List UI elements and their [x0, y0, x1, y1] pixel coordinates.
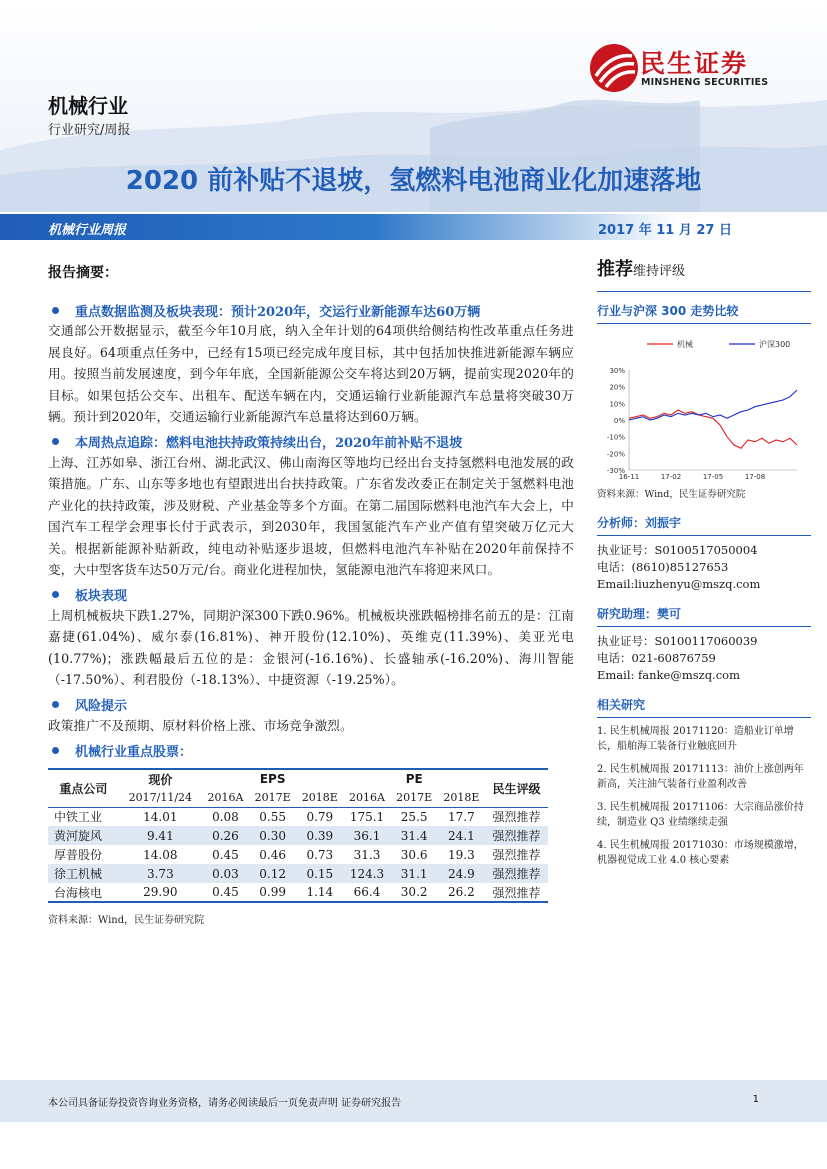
pe-cell: 24.9: [438, 864, 485, 883]
related-item[interactable]: 4. 民生机械周报 20171030：市场规模激增，机器视觉成工业 4.0 核心要素: [597, 840, 804, 866]
eps-cell: 0.26: [202, 826, 249, 845]
analyst-line: 执业证号：S0100517050004: [597, 543, 758, 557]
section-heading: [48, 300, 574, 320]
pe-cell: 25.5: [400, 809, 428, 824]
assistant-contact: [597, 633, 811, 684]
company-name: 台海核电: [48, 883, 119, 902]
analyst-line: 电话：(8610)85127653: [597, 560, 729, 574]
report-series-label: 机械行业周报: [48, 223, 127, 238]
rating-cell: 强烈推荐: [485, 883, 548, 902]
legend-label: 机械: [677, 340, 693, 349]
bullet-icon: [52, 307, 59, 314]
rating-block: [597, 255, 811, 281]
logo-english-text: MINSHENG SECURITIES: [641, 77, 769, 88]
bullet-icon: [52, 747, 59, 754]
y-tick-label: 30%: [609, 367, 625, 375]
assistant-line: 执业证号：S0100117060039: [597, 634, 758, 648]
table-row: [48, 826, 548, 845]
pe-cell: 31.4: [391, 826, 438, 845]
y-tick-label: 20%: [609, 383, 625, 392]
price-cell: 9.41: [119, 826, 202, 845]
analyst-line: Email:liuzhenyu@mszq.com: [597, 577, 761, 591]
pe-cell: 30.2: [391, 883, 438, 902]
col-rating: 民生评级: [485, 769, 548, 807]
col-company: 重点公司: [48, 769, 119, 807]
section-heading: [48, 432, 574, 452]
chart-heading: 行业与沪深 300 走势比较: [597, 302, 811, 324]
section-paragraph: 上周机械板块下跌1.27%，同期沪深300下跌0.96%。机械板块涨跌幅榜排名前五的是：江南嘉捷(61.04%)、威尔泰(16.81%)、神开股份(12.10%)、英维克(11.39%)、美亚光电(10.77%)；涨跌幅最后五位的是：金银河(-16.16%)、长盛轴承(-16.20%)、海川智能（-17.50%）、利君股份（-18.13%）、中捷资源（-19.25%）。: [48, 607, 574, 687]
eps-year: 2018E: [296, 788, 343, 807]
section-heading: [48, 740, 574, 760]
section-heading-text: 风险提示: [75, 699, 128, 714]
pe-year: 2018E: [438, 788, 485, 807]
y-tick-label: 0%: [613, 417, 625, 425]
col-pe: PE: [343, 769, 485, 788]
rating-cell: 强烈推荐: [485, 826, 548, 845]
eps-cell: 0.39: [296, 826, 343, 845]
eps-cell: 0.45: [212, 847, 239, 862]
divider: [597, 291, 811, 292]
table-row: [48, 845, 548, 864]
eps-cell: 0.03: [202, 864, 249, 883]
price-cell: 14.08: [143, 847, 178, 862]
company-name: 徐工机械: [48, 864, 119, 883]
eps-year: 2016A: [202, 788, 249, 807]
industry-label: 机械行业: [48, 94, 128, 118]
rating-note: 维持评级: [633, 264, 686, 279]
section-heading: [48, 695, 574, 715]
legend-label: 沪深300: [759, 340, 791, 349]
company-name: 厚普股份: [54, 848, 103, 862]
price-cell: 29.90: [119, 883, 202, 902]
table-header-row: [48, 769, 548, 788]
report-title: 2020 前补贴不退坡，氢燃料电池商业化加速落地: [125, 166, 702, 196]
summary-column: [48, 262, 574, 926]
related-item[interactable]: 1. 民生机械周报 20171120：造船业订单增长，船舶海工装备行业触底回升: [597, 726, 794, 752]
col-price: 现价: [119, 769, 202, 788]
footer-disclaimer: 本公司具备证券投资咨询业务资格，请务必阅读最后一页免责声明 证券研究报告: [48, 1098, 402, 1109]
rating-value: 推荐: [597, 259, 633, 280]
pe-year: 2016A: [343, 788, 390, 807]
pe-cell: 31.1: [391, 864, 438, 883]
pe-cell: 66.4: [343, 883, 390, 902]
trend-chart: [597, 330, 811, 480]
assistant-line: 电话：021-60876759: [597, 651, 716, 665]
pe-cell: 36.1: [343, 826, 390, 845]
eps-cell: 0.99: [249, 883, 296, 902]
stock-table: [48, 768, 548, 903]
eps-cell: 0.15: [296, 864, 343, 883]
table-row: [48, 883, 548, 902]
table-row: [48, 807, 548, 826]
report-date: 2017 年 11 月 27 日: [598, 223, 732, 238]
y-tick-label: 10%: [609, 400, 625, 409]
related-item[interactable]: 2. 民生机械周报 20171113：油价上涨创两年新高，关注油气装备行业盈利改善: [597, 764, 804, 790]
table-row: [48, 864, 548, 883]
pe-cell: 17.7: [448, 809, 475, 824]
eps-cell: 0.46: [259, 847, 286, 862]
eps-cell: 0.55: [259, 809, 286, 824]
section-paragraph: 上海、江苏如皋、浙江台州、湖北武汉、佛山南海区等地均已经出台支持氢燃料电池发展的政策措施。广东、山东等多地也有望跟进出台扶持政策。广东省发改委正在制定关于氢燃料电池产业化的扶持政策，涉及财税、产业基金等多个方面。在第二届国际燃料电池汽车大会上，中国汽车工程学会理事长付于武表示，到2030年，我国氢能汽车产业产值有望突破万亿元大关。根据新能源补贴新政，纯电动补贴逐步退坡，但燃料电池汽车补贴在2020年前保持不变，大中型客货车达50万元/台。商业化进程加快，氢能源电池汽车将迎来风口。: [48, 454, 574, 577]
col-eps: EPS: [202, 769, 344, 788]
eps-cell: 0.73: [306, 847, 334, 862]
eps-cell: 0.45: [202, 883, 249, 902]
assistant-heading: 研究助理：樊可: [597, 605, 811, 627]
analyst-heading: 分析师：刘振宇: [597, 514, 811, 536]
pe-cell: 24.1: [438, 826, 485, 845]
report-type: 行业研究/周报: [48, 123, 131, 138]
series-line: [629, 390, 797, 420]
eps-cell: 1.14: [296, 883, 343, 902]
section-heading-text: 重点数据监测及板块表现：预计2020年，交运行业新能源车达60万辆: [75, 304, 481, 320]
x-tick-label: 17-08: [744, 473, 766, 480]
rating-cell: 强烈推荐: [492, 810, 541, 825]
logo-chinese-text: 民生证券: [640, 49, 749, 78]
sidebar-column: [597, 255, 811, 876]
table-subheader-row: [48, 788, 548, 807]
table-heading-text: 机械行业重点股票：: [75, 744, 193, 760]
rating-cell: 强烈推荐: [492, 848, 541, 862]
pe-cell: 19.3: [448, 847, 475, 862]
section-heading-text: 板块表现: [75, 589, 128, 604]
related-heading: 相关研究: [597, 696, 811, 718]
analyst-contact: [597, 542, 811, 593]
price-cell: 14.01: [143, 809, 178, 824]
y-tick-label: -20%: [606, 450, 625, 459]
section-paragraph: 交通部公开数据显示，截至今年10月底，纳入全年计划的64项供给侧结构性改革重点任务进展良好。64项重点任务中，已经有15项已经完成年度目标，其中包括加快推进新能源车辆应用。按照当前发展速度，到今年年底，全国新能源公交车将达到20万辆，提前实现2020年的目标。如果包括公交车、出租车、配送车辆在内，交通运输行业新能源汽车总量将突破30万辆。预计到2020年，交通运输行业新能源汽车总量将达到60万辆。: [48, 323, 574, 424]
page-number: 1: [752, 1094, 759, 1105]
pe-cell: 124.3: [343, 864, 390, 883]
section-heading: [48, 585, 574, 605]
assistant-line: Email: fanke@mszq.com: [597, 668, 740, 682]
company-name: 中铁工业: [54, 810, 103, 825]
bullet-icon: [52, 438, 59, 445]
series-line: [629, 410, 797, 448]
pe-cell: 26.2: [438, 883, 485, 902]
eps-cell: 0.79: [306, 809, 334, 824]
pe-cell: 31.3: [353, 847, 381, 862]
bullet-icon: [52, 591, 59, 598]
x-tick-label: 17-05: [702, 473, 724, 480]
y-tick-label: -10%: [606, 433, 625, 442]
section-heading-text: 本周热点追踪：燃料电池扶持政策持续出台，2020年前补贴不退坡: [75, 436, 463, 451]
rating-cell: 强烈推荐: [485, 864, 548, 883]
eps-cell: 0.30: [249, 826, 296, 845]
chart-source: 资料来源：Wind，民生证券研究院: [597, 489, 746, 500]
pe-year: 2017E: [391, 788, 438, 807]
eps-year: 2017E: [249, 788, 296, 807]
summary-title: 报告摘要：: [48, 265, 118, 281]
eps-cell: 0.12: [249, 864, 296, 883]
pe-cell: 30.6: [400, 847, 428, 862]
pe-cell: 175.1: [349, 809, 385, 824]
y-tick-label: -30%: [606, 467, 625, 475]
eps-cell: 0.08: [212, 809, 239, 824]
related-item[interactable]: 3. 民生机械周报 20171106：大宗商品涨价持续，制造业 Q3 业绩继续走强: [597, 802, 804, 828]
price-cell: 3.73: [119, 864, 202, 883]
bullet-icon: [52, 701, 59, 708]
table-source: 资料来源：Wind，民生证券研究院: [48, 915, 205, 926]
price-date: 2017/11/24: [119, 788, 202, 807]
footer-bar: [0, 1080, 827, 1122]
section-paragraph: 政策推广不及预期、原材料价格上涨、市场竞争激烈。: [48, 717, 353, 733]
company-name: 黄河旋风: [48, 826, 119, 845]
x-tick-label: 16-11: [618, 473, 640, 480]
x-tick-label: 17-02: [660, 473, 682, 480]
